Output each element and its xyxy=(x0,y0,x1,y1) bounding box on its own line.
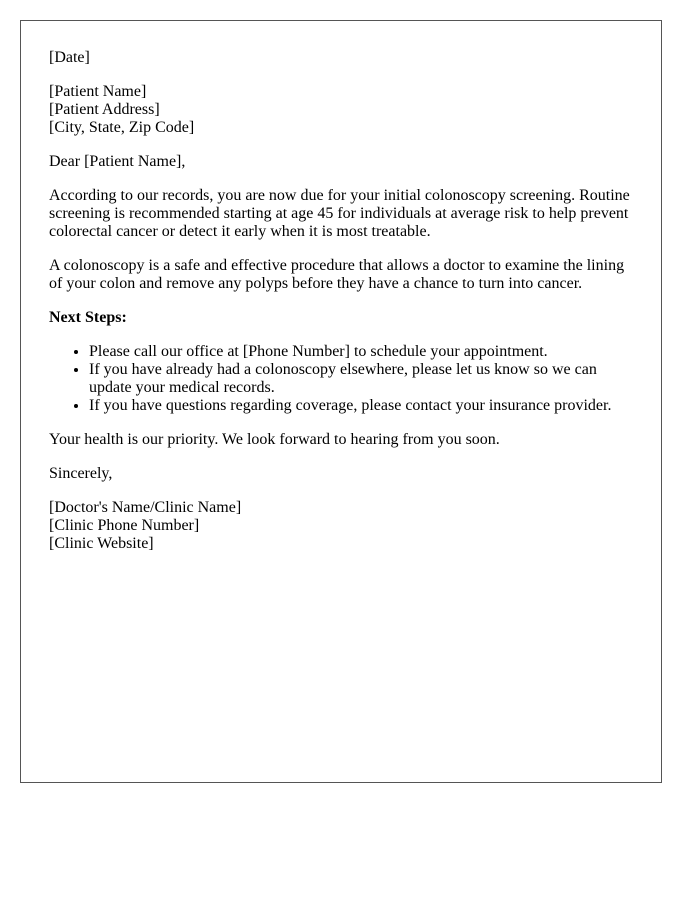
closing-paragraph: Your health is our priority. We look forward to hearing from you soon. xyxy=(49,431,500,448)
clinic-phone: [Clinic Phone Number] xyxy=(49,517,200,534)
patient-name: [Patient Name] xyxy=(49,83,147,100)
intro-paragraph: According to our records, you are now due for your initial colonoscopy screening. Routine screening is recommended starting at age 45 for individuals at average risk to help prevent colorectal cancer or detect it early when it is most treatable. xyxy=(49,187,630,240)
doctor-name: [Doctor's Name/Clinic Name] xyxy=(49,499,242,516)
letter xyxy=(20,20,662,783)
clinic-website: [Clinic Website] xyxy=(49,535,154,552)
next-steps-list xyxy=(49,343,633,415)
patient-address: [Patient Address] xyxy=(49,101,160,118)
date: [Date] xyxy=(49,49,90,66)
next-steps-heading: Next Steps: xyxy=(49,309,127,326)
signature-block xyxy=(49,499,633,553)
salutation: Dear [Patient Name], xyxy=(49,153,186,170)
signoff: Sincerely, xyxy=(49,465,113,482)
list-item: • If you have questions regarding coverage, please contact your insurance provider. xyxy=(89,397,633,415)
list-item: • If you have already had a colonoscopy elsewhere, please let us know so we can update your medical records. xyxy=(89,361,633,397)
procedure-paragraph: A colonoscopy is a safe and effective procedure that allows a doctor to examine the lining of your colon and remove any polyps before they have a chance to turn into cancer. xyxy=(49,257,625,292)
list-item: • Please call our office at [Phone Number] to schedule your appointment. xyxy=(89,343,633,361)
city-state-zip: [City, State, Zip Code] xyxy=(49,119,195,136)
